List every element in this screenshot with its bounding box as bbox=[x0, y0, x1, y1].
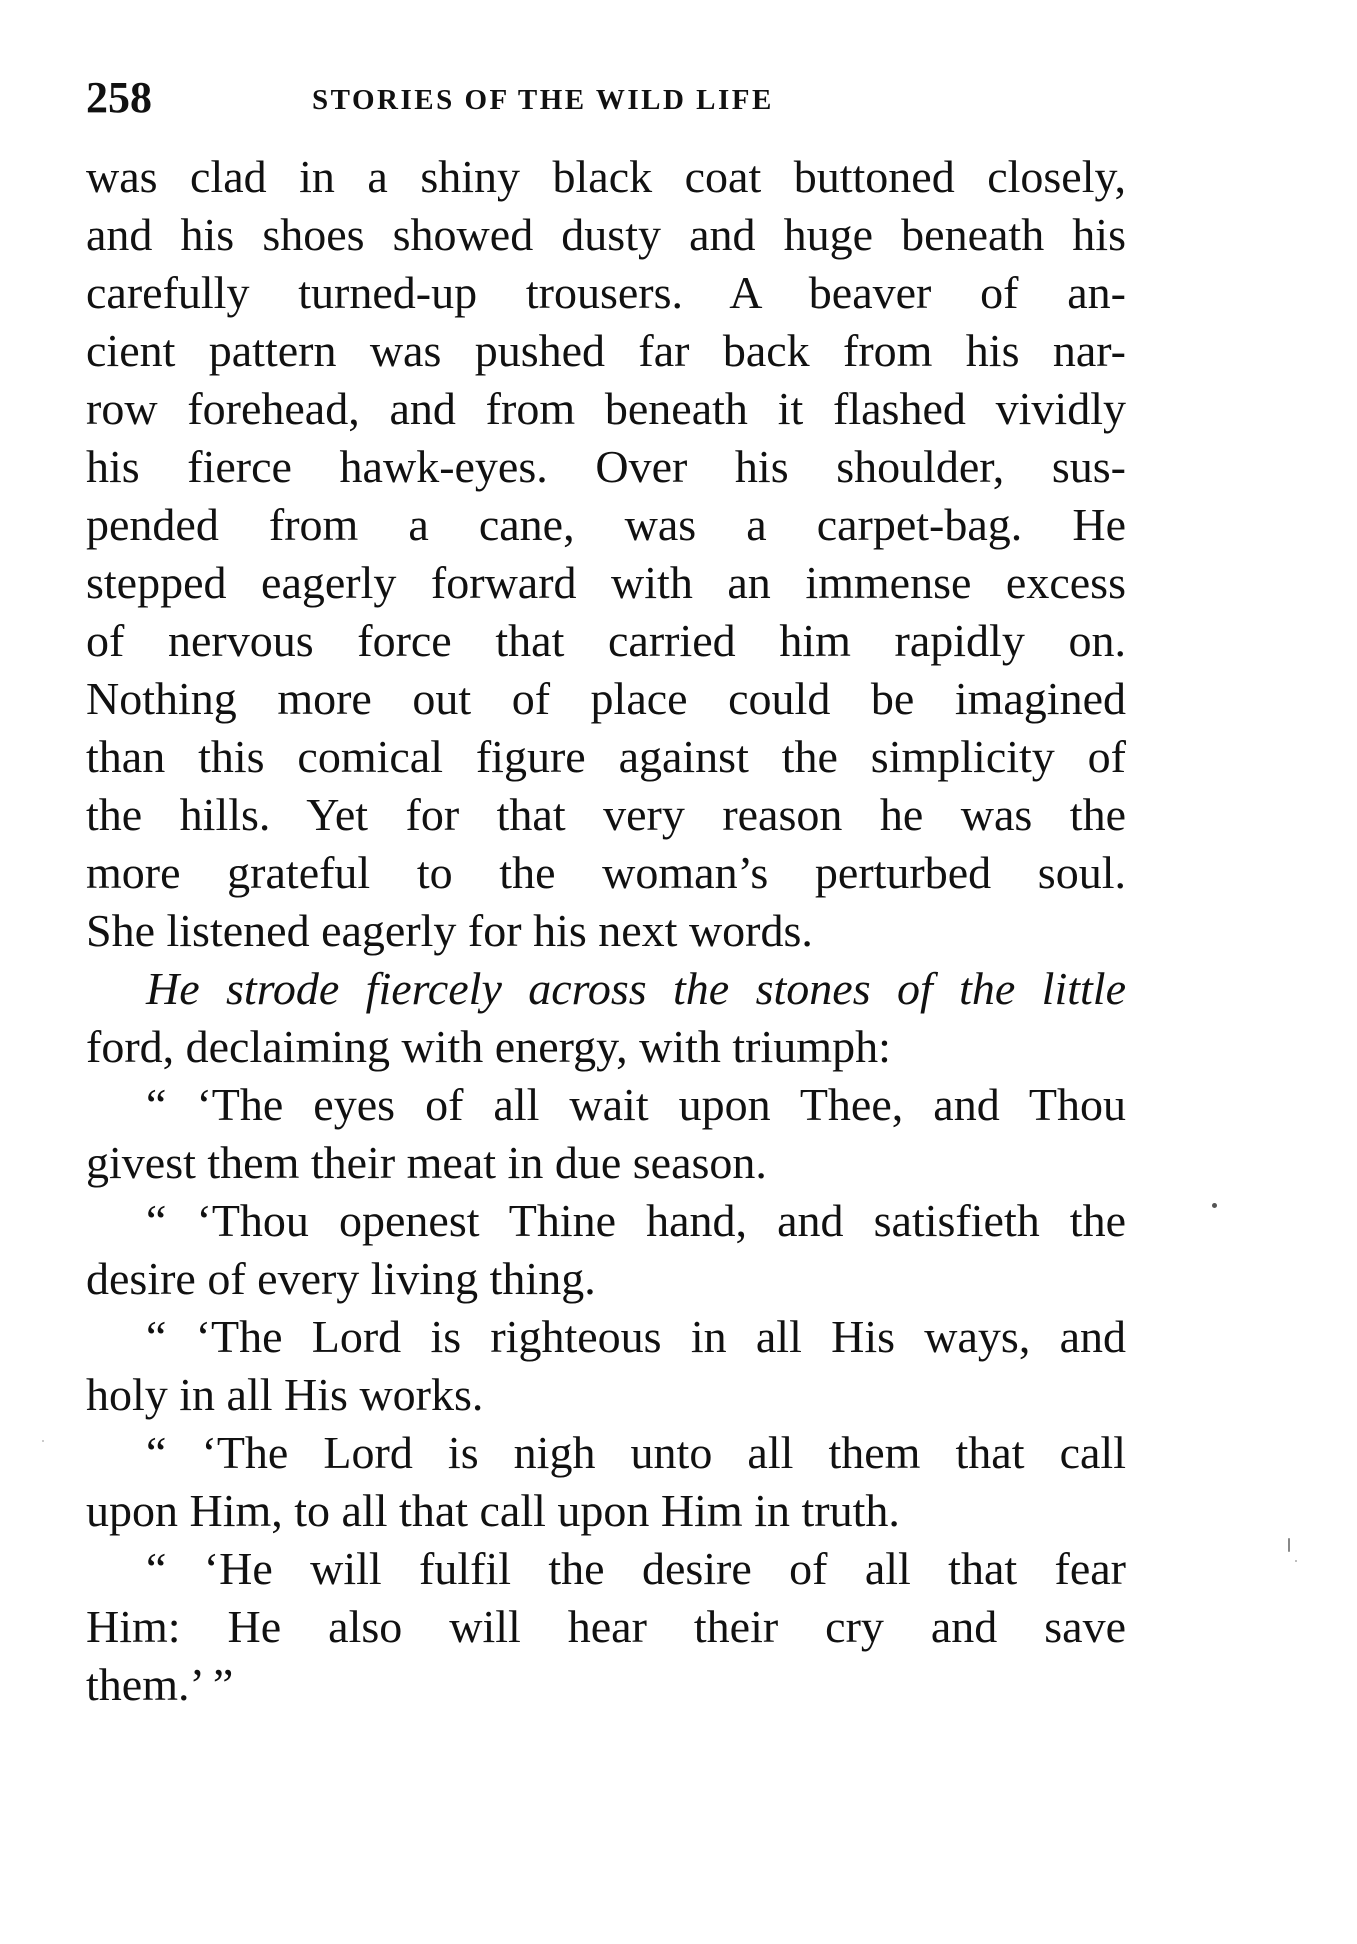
text-line: She listened eagerly for his next words. bbox=[86, 905, 813, 956]
text-line: of nervous force that carried him rapidly on. bbox=[86, 615, 1126, 666]
text-line: carefully turned-up trousers. A beaver of an- bbox=[86, 267, 1126, 318]
quote-line: “ ‘The eyes of all wait upon Thee, and Thou bbox=[146, 1079, 1126, 1130]
scan-speck bbox=[42, 1440, 44, 1442]
text-line: cient pattern was pushed far back from his nar- bbox=[86, 325, 1126, 376]
text-line: than this comical figure against the simplicity of bbox=[86, 731, 1126, 782]
text-line: was clad in a shiny black coat buttoned closely, bbox=[86, 151, 1126, 202]
body-text bbox=[86, 148, 1126, 1714]
quote-line: them.’ ” bbox=[86, 1659, 234, 1710]
text-line: Nothing more out of place could be imagined bbox=[86, 673, 1126, 724]
quote-line: desire of every living thing. bbox=[86, 1253, 596, 1304]
quote-line: holy in all His works. bbox=[86, 1369, 484, 1420]
quote-line: “ ‘The Lord is nigh unto all them that call bbox=[146, 1427, 1126, 1478]
quote-line: upon Him, to all that call upon Him in truth. bbox=[86, 1485, 900, 1536]
running-title: STORIES OF THE WILD LIFE bbox=[312, 84, 774, 116]
quote-line: “ ‘The Lord is righteous in all His ways, and bbox=[146, 1311, 1126, 1362]
text-line: more grateful to the woman’s perturbed soul. bbox=[86, 847, 1126, 898]
italic-lead-line: He strode fiercely across the stones of the little bbox=[146, 963, 1126, 1014]
running-head bbox=[86, 70, 1126, 126]
text-line: and his shoes showed dusty and huge beneath his bbox=[86, 209, 1126, 260]
text-line: the hills. Yet for that very reason he was the bbox=[86, 789, 1126, 840]
text-line: stepped eagerly forward with an immense excess bbox=[86, 557, 1126, 608]
text-line: row forehead, and from beneath it flashed vividly bbox=[86, 383, 1126, 434]
quote-line: “ ‘Thou openest Thine hand, and satisfieth the bbox=[146, 1195, 1126, 1246]
quote-line: Him: He also will hear their cry and save bbox=[86, 1601, 1126, 1652]
quote-line: “ ‘He will fulfil the desire of all that fear bbox=[146, 1543, 1126, 1594]
scan-speck bbox=[1212, 1203, 1217, 1208]
scan-speck bbox=[1288, 1538, 1290, 1552]
text-line: ford, declaiming with energy, with triumph: bbox=[86, 1021, 891, 1072]
text-line: his fierce hawk-eyes. Over his shoulder, sus- bbox=[86, 441, 1126, 492]
text-line: pended from a cane, was a carpet-bag. He bbox=[86, 499, 1126, 550]
quote-line: givest them their meat in due season. bbox=[86, 1137, 767, 1188]
page-number: 258 bbox=[86, 73, 152, 122]
scan-speck bbox=[1295, 1560, 1297, 1562]
